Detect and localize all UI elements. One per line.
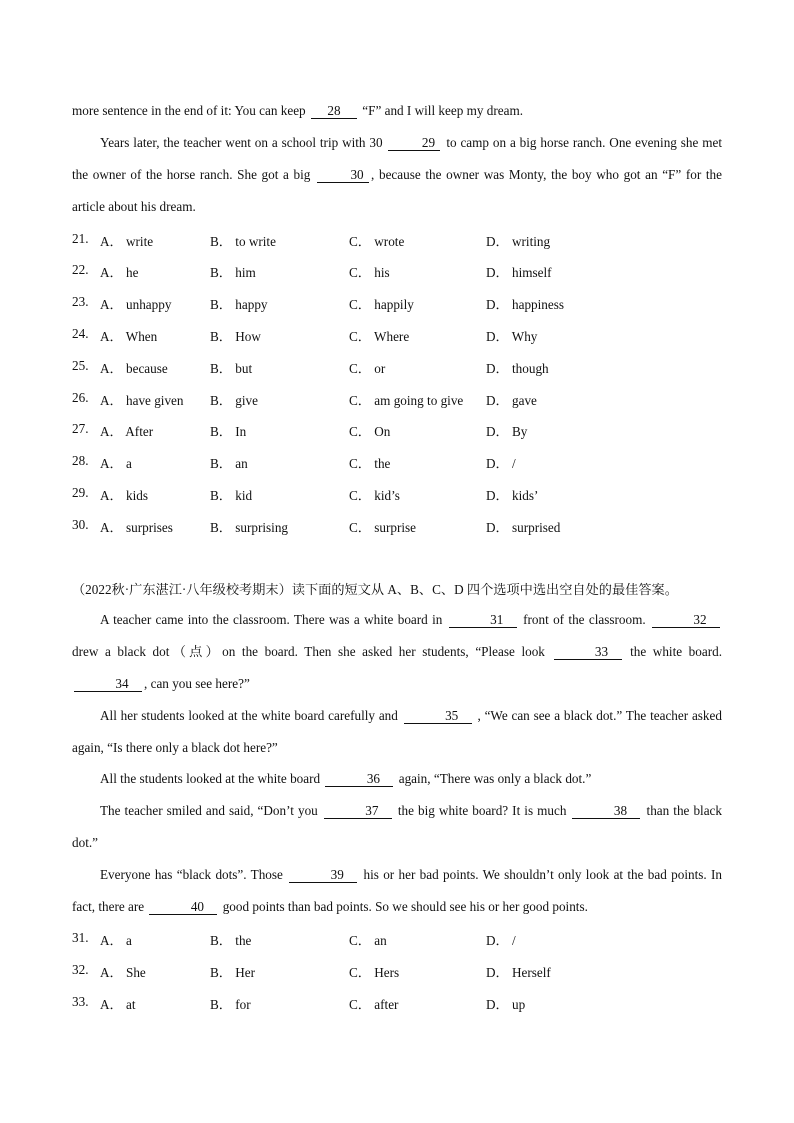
question-23: 23. A． unhappy B． happy C． happily D． happiness <box>72 294 565 312</box>
question-29: 29. A． kids B． kid C． kid’s D． kids’ <box>72 485 539 503</box>
question-24: 24. A． When B． How C． Where D． Why <box>72 326 538 344</box>
blank-38: 38 <box>572 804 640 819</box>
blank-29: 29 <box>388 136 440 151</box>
question-31: 31. A． a B． the C． an D． / <box>72 930 516 948</box>
passage2-paragraph2: All her students looked at the white board carefully and 35 , “We can see a black dot.” The teacher asked again, “Is there only a black dot here?” <box>72 708 722 755</box>
blank-32: 32 <box>652 613 720 628</box>
question-22: 22. A． he B． him C． his D． himself <box>72 262 552 280</box>
question-32: 32. A． She B． Her C． Hers D． Herself <box>72 962 551 980</box>
question-30: 30. A． surprises B． surprising C． surprise D． surprised <box>72 517 561 535</box>
blank-31: 31 <box>449 613 517 628</box>
passage2-paragraph5: Everyone has “black dots”. Those 39 his or her bad points. We shouldn’t only look at the bad points. In fact, there are 40 good points than bad points. So we should see his or her good points. <box>72 867 722 914</box>
question-25: 25. A． because B． but C． or D． though <box>72 358 549 376</box>
passage2-paragraph4: The teacher smiled and said, “Don’t you 37 the big white board? It is much 38 than the black dot.” <box>72 803 722 850</box>
passage1-paragraph2: Years later, the teacher went on a school trip with 30 29 to camp on a big horse ranch. One evening she met the owner of the horse ranch. She got a big 30 , because the owner was Monty, the boy who got an “F” for the article about his dream. <box>72 135 722 214</box>
blank-30: 30 <box>317 168 369 183</box>
blank-39: 39 <box>289 868 357 883</box>
question-21: 21. A． write B． to write C． wrote D． writing <box>72 231 551 249</box>
blank-33: 33 <box>554 645 622 660</box>
blank-36: 36 <box>325 772 393 787</box>
passage2-paragraph3: All the students looked at the white board 36 again, “There was only a black dot.” <box>100 771 592 786</box>
blank-34: 34 <box>74 677 142 692</box>
blank-28: 28 <box>311 104 357 119</box>
section2-heading: （2022秋·广东湛江·八年级校考期末）读下面的短文从 A、B、C、D 四个选项中选出空自处的最佳答案。 <box>72 582 678 597</box>
passage1-line1: more sentence in the end of it: You can keep 28 “F” and I will keep my dream. <box>72 103 524 118</box>
blank-40: 40 <box>149 900 217 915</box>
blank-35: 35 <box>404 709 472 724</box>
question-27: 27. A． After B． In C． On D． By <box>72 421 528 439</box>
question-33: 33. A． at B． for C． after D． up <box>72 994 526 1012</box>
question-28: 28. A． a B． an C． the D． / <box>72 453 516 471</box>
passage2-paragraph1: A teacher came into the classroom. There was a white board in 31 front of the classroom. 32 drew a black dot（点）on the board. Then she asked her students, “Please look 33 the white board. 34 , can you see here?” <box>72 612 723 691</box>
question-26: 26. A． have given B． give C． am going to give D． gave <box>72 390 537 408</box>
blank-37: 37 <box>324 804 392 819</box>
